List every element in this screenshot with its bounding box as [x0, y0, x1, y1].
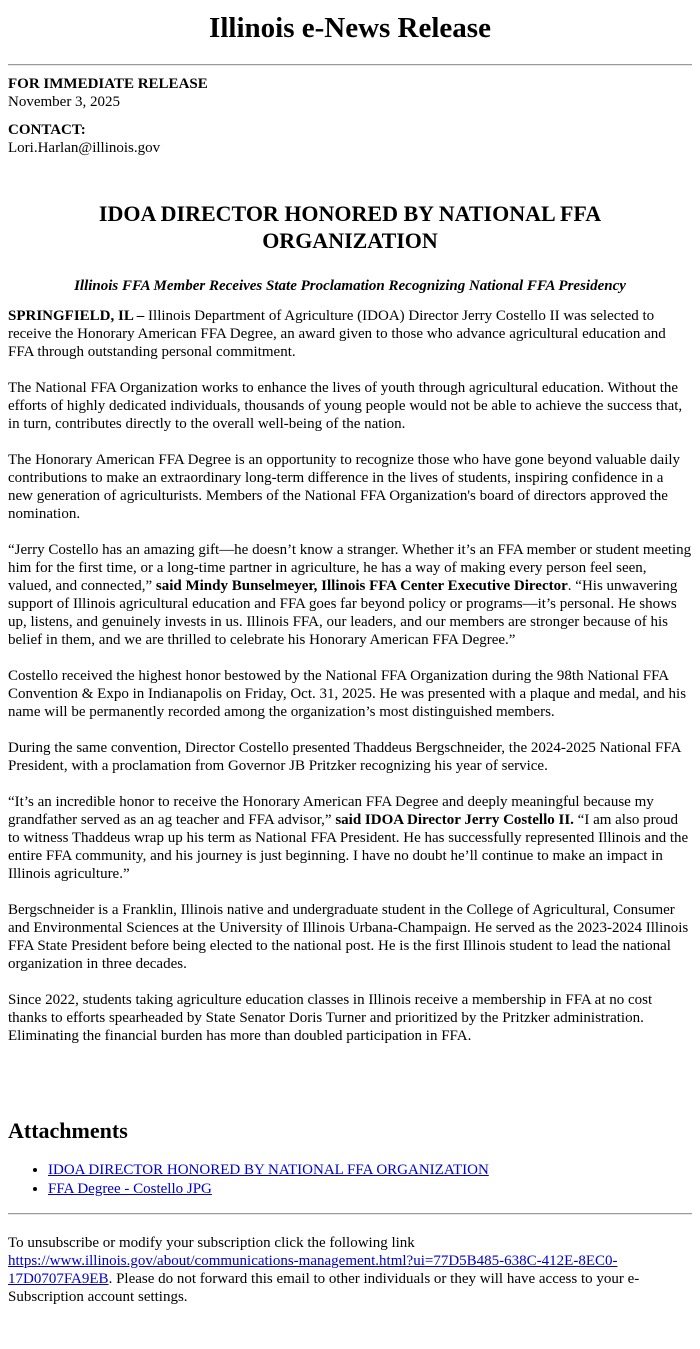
paragraph: Since 2022, students taking agriculture education classes in Illinois receive a membership in FFA at no cost thanks to efforts spearheaded by State Senator Doris Turner and prioritized by the Pritzker administration. Eliminating the financial burden has more than doubled participation in FFA.: [8, 992, 653, 1044]
quote-text: “It’s an incredible honor to receive the Honorary American FFA Degree and deeply meaningful because my grandfather served as an ag teacher and FFA advisor,”: [8, 794, 654, 828]
quote-attribution: said IDOA Director Jerry Costello II.: [335, 812, 574, 828]
article-body: [8, 307, 692, 1045]
footer-divider: [8, 1213, 692, 1215]
release-label: FOR IMMEDIATE RELEASE: [8, 76, 208, 92]
banner-title: Illinois e-News Release: [209, 12, 491, 44]
dateline: SPRINGFIELD, IL –: [8, 308, 145, 324]
attachment-link-photo[interactable]: FFA Degree - Costello JPG: [48, 1181, 212, 1197]
paragraph: Costello received the highest honor bestowed by the National FFA Organization during the 98th National FFA Convention & Expo in Indianapolis on Friday, Oct. 31, 2025. He was presented with a plaque and medal, and his name will be permanently recorded among the organization’s most distinguished members.: [8, 668, 687, 720]
unsubscribe-link[interactable]: https://www.illinois.gov/about/communications-management.html?ui=77D5B485-638C-412E-8EC0-17D0707FA9EB: [8, 1253, 618, 1287]
release-info: [8, 75, 692, 111]
quote-text: “I am also proud to witness Thaddeus wrap up his term as National FFA President. He has successfully represented Illinois and the entire FFA community, and his journey is just beginning. I have no doubt he’ll continue to make an impact in Illinois agriculture.”: [8, 812, 689, 882]
paragraph: [8, 307, 692, 361]
header-divider: [8, 64, 692, 66]
list-item: [48, 1180, 692, 1199]
paragraph: Bergschneider is a Franklin, Illinois native and undergraduate student in the College of Agricultural, Consumer and Environmental Sciences at the University of Illinois Urbana-Champaign. He served as the 2023-2024 Illinois FFA State President before being elected to the national post. He is the first Illinois student to lead the national organization in three decades.: [8, 902, 689, 972]
paragraph: During the same convention, Director Costello presented Thaddeus Bergschneider, the 2024-2025 National FFA President, with a proclamation from Governor JB Pritzker recognizing his year of service.: [8, 740, 681, 774]
article-subheadline: Illinois FFA Member Receives State Proclamation Recognizing National FFA Presidency: [74, 278, 626, 294]
paragraph: [8, 541, 692, 649]
quote-text: . “His unwavering support of Illinois agricultural education and FFA goes far beyond policy or programs—it’s personal. He shows up, listens, and genuinely invests in us. Illinois FFA, our leaders, and our members are stronger because of his belief in them, and we are thrilled to celebrate his Honorary American FFA Degree.”: [8, 578, 678, 648]
attachment-link-press-release[interactable]: IDOA DIRECTOR HONORED BY NATIONAL FFA ORGANIZATION: [48, 1162, 489, 1178]
article-headline: IDOA DIRECTOR HONORED BY NATIONAL FFA ORGANIZATION: [98, 201, 602, 253]
footer-text: [8, 1234, 692, 1306]
paragraph-text: Illinois Department of Agriculture (IDOA) Director Jerry Costello II was selected to receive the Honorary American FFA Degree, an award given to those who advance agricultural education and FFA through outstanding personal commitment.: [8, 308, 666, 360]
attachments-heading: Attachments: [8, 1118, 128, 1143]
paragraph: [8, 793, 692, 883]
list-item: [48, 1161, 692, 1180]
footer-intro: To unsubscribe or modify your subscription click the following link: [8, 1235, 415, 1251]
contact-email: Lori.Harlan@illinois.gov: [8, 140, 161, 156]
footer-outro: . Please do not forward this email to other individuals or they will have access to your e-Subscription account settings.: [8, 1271, 640, 1305]
contact-info: [8, 121, 692, 157]
contact-label: CONTACT:: [8, 122, 86, 138]
paragraph: The National FFA Organization works to enhance the lives of youth through agricultural education. Without the efforts of highly dedicated individuals, thousands of young people would not be able to achieve the success that, in turn, contributes directly to the overall well-being of the nation.: [8, 380, 683, 432]
release-date: November 3, 2025: [8, 94, 121, 110]
quote-attribution: said Mindy Bunselmeyer, Illinois FFA Center Executive Director: [155, 578, 568, 594]
quote-text: “Jerry Costello has an amazing gift—he doesn’t know a stranger. Whether it’s an FFA member or student meeting him for the first time, or a long-time partner in agriculture, he has a way of making every person feel seen, valued, and connected,”: [8, 542, 692, 594]
attachments-list: [8, 1161, 692, 1199]
paragraph: The Honorary American FFA Degree is an opportunity to recognize those who have gone beyond valuable daily contributions to make an extraordinary long-term difference in the lives of students, inspiring confidence in a new generation of agriculturists. Members of the National FFA Organization's board of directors approved the nomination.: [8, 452, 681, 522]
